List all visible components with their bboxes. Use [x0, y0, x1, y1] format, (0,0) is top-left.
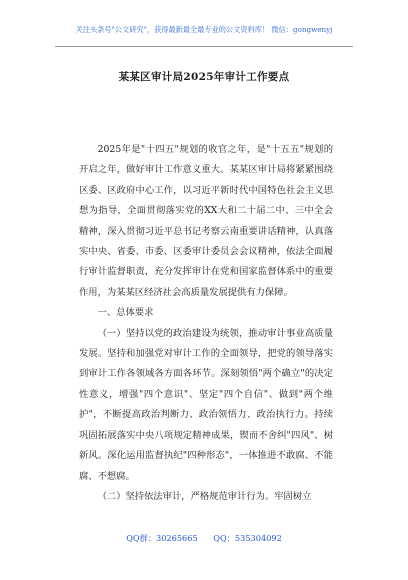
intro-paragraph: 2025年是"十四五"规划的收官之年，是"十五五"规划的开启之年，做好审计工作意义重大。某某区审计局将紧紧围绕区委、区政府中心工作，以习近平新时代中国特色社会主义思想为指导，全面贯彻落实党的XX大和二十届二中、三中全会精神，深入贯彻习近平总书记考察云南重要讲话精神，认真落实中央、省委、市委、区委审计委员会会议精神，依法全面履行审计监督职责，充分发挥审计在党和国家监督体系中的重要作用，为某某区经济社会高质量发展提供有力保障。: [79, 144, 333, 298]
section-heading: 一、总体要求: [97, 307, 154, 319]
document-body: [79, 140, 333, 507]
paragraph-item-1: （一）坚持以党的政治建设为统领，推动审计事业高质量发展。坚持和加强党对审计工作的全面领导，把党的领导落实到审计工作各领域各方面各环节。深刻领悟"两个确立"的决定性意义，增强"四个意识"、坚定"四个自信"、做到"两个维护"，不断提高政治判断力、政治领悟力、政治执行力。持续巩固拓展落实中央八项规定精神成果，锲而不舍纠"四风"、树新风。深化运用监督执纪"四种形态"，一体推进不敢腐、不能腐、不想腐。: [79, 327, 333, 482]
header-divider: [55, 46, 353, 47]
paragraph-item-2: （二）坚持依法审计，严格规范审计行为。牢固树立: [97, 490, 312, 502]
header-note: 关注头条号"公文研究"，获得最新最全最专业的公文资料库！ 微信：gongwenyj: [75, 25, 333, 34]
footer-contact: QQ群：30265665 QQ：535304092: [126, 533, 282, 543]
document-title: 某某区审计局2025年审计工作要点: [118, 71, 290, 83]
